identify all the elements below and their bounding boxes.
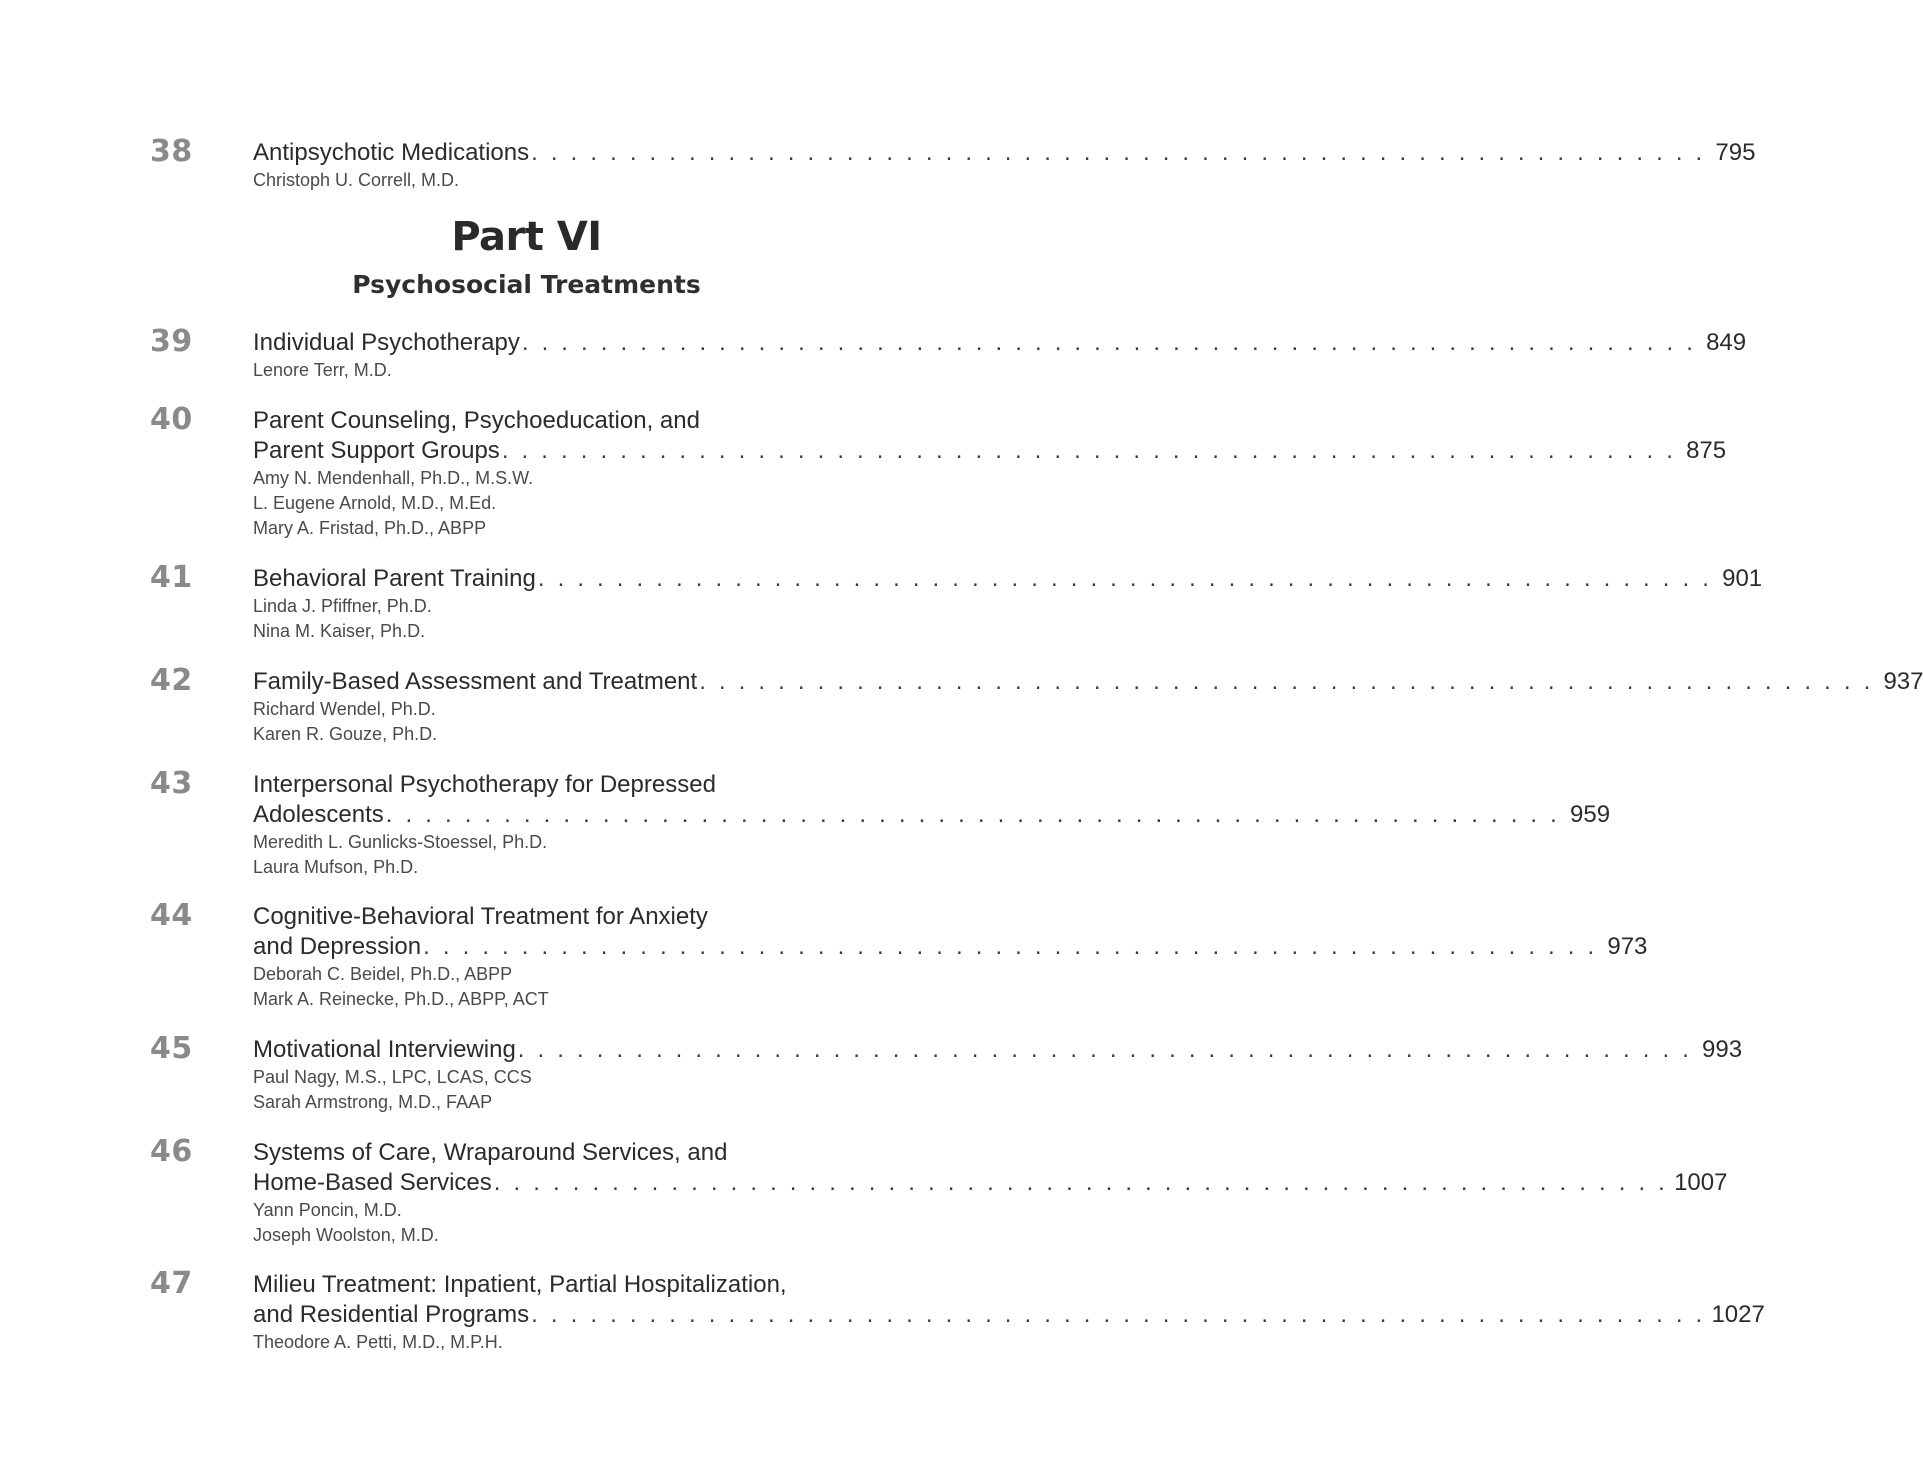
part-subtitle: Psychosocial Treatments	[352, 270, 701, 299]
dot-leader: . . . . . . . . . . . . . . . . . . . . . . . . . . . . . . . . . . . . . . . . . . . . . . . . . . . . . . . . . . . .	[385, 801, 1561, 828]
chapter-title-line	[253, 800, 1611, 830]
chapter-content	[253, 564, 1763, 644]
chapter-author: Christoph U. Correll, M.D.	[253, 170, 460, 190]
chapter-title-line	[253, 667, 1923, 697]
chapter-title: Antipsychotic Medications	[253, 139, 530, 166]
chapter-author: Mary A. Fristad, Ph.D., ABPP	[253, 518, 487, 538]
chapter-author: Karen R. Gouze, Ph.D.	[253, 724, 438, 744]
dot-leader: . . . . . . . . . . . . . . . . . . . . . . . . . . . . . . . . . . . . . . . . . . . . . . . . . . . . . . . . . . . .	[531, 1301, 1706, 1328]
chapter-content	[253, 667, 1923, 747]
chapter-title: Systems of Care, Wraparound Services, and	[253, 1139, 728, 1166]
chapter-title-line	[253, 902, 916, 932]
chapter-author: Paul Nagy, M.S., LPC, LCAS, CCS	[253, 1067, 532, 1087]
chapter-title-line	[253, 1138, 916, 1168]
page-number: 1007	[1674, 1169, 1728, 1196]
chapter-author: Laura Mufson, Ph.D.	[253, 857, 419, 877]
chapter-content	[253, 328, 1747, 383]
chapter-title-line	[253, 436, 1727, 466]
chapter-title-line	[253, 1168, 1728, 1198]
page-number: 937	[1883, 668, 1923, 695]
chapter-title: Individual Psychotherapy	[253, 329, 520, 356]
chapter-title: Cognitive-Behavioral Treatment for Anxiety	[253, 903, 708, 930]
chapter-title-continued: Parent Support Groups	[253, 437, 500, 464]
chapter-author: L. Eugene Arnold, M.D., M.Ed.	[253, 493, 497, 513]
chapter-author: Deborah C. Beidel, Ph.D., ABPP	[253, 964, 513, 984]
chapter-content	[253, 1138, 1728, 1248]
chapter-title-line	[253, 328, 1747, 358]
chapter-number: 44	[150, 898, 193, 933]
chapter-author: Mark A. Reinecke, Ph.D., ABPP, ACT	[253, 989, 549, 1009]
page-number: 973	[1607, 933, 1648, 960]
page-number: 849	[1706, 329, 1747, 356]
chapter-author: Sarah Armstrong, M.D., FAAP	[253, 1092, 493, 1112]
chapter-title-line	[253, 406, 916, 436]
dot-leader: . . . . . . . . . . . . . . . . . . . . . . . . . . . . . . . . . . . . . . . . . . . . . . . . . . . . . . . . . . . .	[531, 139, 1706, 166]
chapter-number: 40	[150, 402, 193, 437]
chapter-content	[253, 138, 1756, 193]
chapter-author: Linda J. Pfiffner, Ph.D.	[253, 596, 432, 616]
chapter-title: Parent Counseling, Psychoeducation, and	[253, 407, 700, 434]
chapter-author: Richard Wendel, Ph.D.	[253, 699, 436, 719]
page-number: 875	[1686, 437, 1727, 464]
dot-leader: . . . . . . . . . . . . . . . . . . . . . . . . . . . . . . . . . . . . . . . . . . . . . . . . . . . . . . . . . . . .	[521, 329, 1697, 356]
chapter-title-line	[253, 138, 1756, 168]
chapter-title: Behavioral Parent Training	[253, 565, 536, 592]
chapter-number: 47	[150, 1266, 193, 1301]
dot-leader: . . . . . . . . . . . . . . . . . . . . . . . . . . . . . . . . . . . . . . . . . . . . . . . . . . . . . . . . . . . .	[501, 437, 1677, 464]
chapter-title: Milieu Treatment: Inpatient, Partial Hospitalization,	[253, 1271, 787, 1298]
chapter-number: 38	[150, 134, 193, 169]
chapter-title-continued: Home-Based Services	[253, 1169, 492, 1196]
chapter-title-line	[253, 1300, 1765, 1330]
part-heading: Part VI	[451, 214, 602, 260]
page-number: 1027	[1711, 1301, 1765, 1328]
chapter-author: Theodore A. Petti, M.D., M.P.H.	[253, 1332, 503, 1352]
chapter-content	[253, 1035, 1743, 1115]
chapter-title: Interpersonal Psychotherapy for Depressed	[253, 771, 716, 798]
page-number: 795	[1715, 139, 1756, 166]
chapter-number: 46	[150, 1134, 193, 1169]
chapter-title-line	[253, 1270, 916, 1300]
chapter-number: 41	[150, 560, 193, 595]
dot-leader: . . . . . . . . . . . . . . . . . . . . . . . . . . . . . . . . . . . . . . . . . . . . . . . . . . . . . . . . . . . .	[493, 1169, 1669, 1196]
chapter-number: 45	[150, 1031, 193, 1066]
chapter-author: Lenore Terr, M.D.	[253, 360, 392, 380]
chapter-title-line	[253, 564, 1763, 594]
dot-leader: . . . . . . . . . . . . . . . . . . . . . . . . . . . . . . . . . . . . . . . . . . . . . . . . . . . . . . . . . . . .	[699, 668, 1874, 695]
chapter-number: 43	[150, 766, 193, 801]
dot-leader: . . . . . . . . . . . . . . . . . . . . . . . . . . . . . . . . . . . . . . . . . . . . . . . . . . . . . . . . . . . .	[423, 933, 1598, 960]
chapter-content	[253, 406, 1727, 541]
chapter-title-continued: Adolescents	[253, 801, 384, 828]
dot-leader: . . . . . . . . . . . . . . . . . . . . . . . . . . . . . . . . . . . . . . . . . . . . . . . . . . . . . . . . . . . .	[517, 1036, 1693, 1063]
chapter-title: Motivational Interviewing	[253, 1036, 516, 1063]
chapter-title-continued: and Residential Programs	[253, 1301, 530, 1328]
page-number: 959	[1570, 801, 1611, 828]
chapter-author: Meredith L. Gunlicks-Stoessel, Ph.D.	[253, 832, 548, 852]
chapter-author: Nina M. Kaiser, Ph.D.	[253, 621, 426, 641]
chapter-number: 39	[150, 324, 193, 359]
chapter-title-line	[253, 932, 1648, 962]
chapter-title: Family-Based Assessment and Treatment	[253, 668, 698, 695]
dot-leader: . . . . . . . . . . . . . . . . . . . . . . . . . . . . . . . . . . . . . . . . . . . . . . . . . . . . . . . . . . . .	[537, 565, 1713, 592]
chapter-author: Joseph Woolston, M.D.	[253, 1225, 439, 1245]
chapter-title-line	[253, 1035, 1743, 1065]
chapter-number: 42	[150, 663, 193, 698]
chapter-content	[253, 1270, 1765, 1355]
chapter-author: Amy N. Mendenhall, Ph.D., M.S.W.	[253, 468, 534, 488]
chapter-content	[253, 902, 1648, 1012]
page-number: 993	[1702, 1036, 1743, 1063]
chapter-title-line	[253, 770, 916, 800]
chapter-title-continued: and Depression	[253, 933, 422, 960]
chapter-content	[253, 770, 1611, 880]
page-number: 901	[1722, 565, 1763, 592]
chapter-author: Yann Poncin, M.D.	[253, 1200, 402, 1220]
